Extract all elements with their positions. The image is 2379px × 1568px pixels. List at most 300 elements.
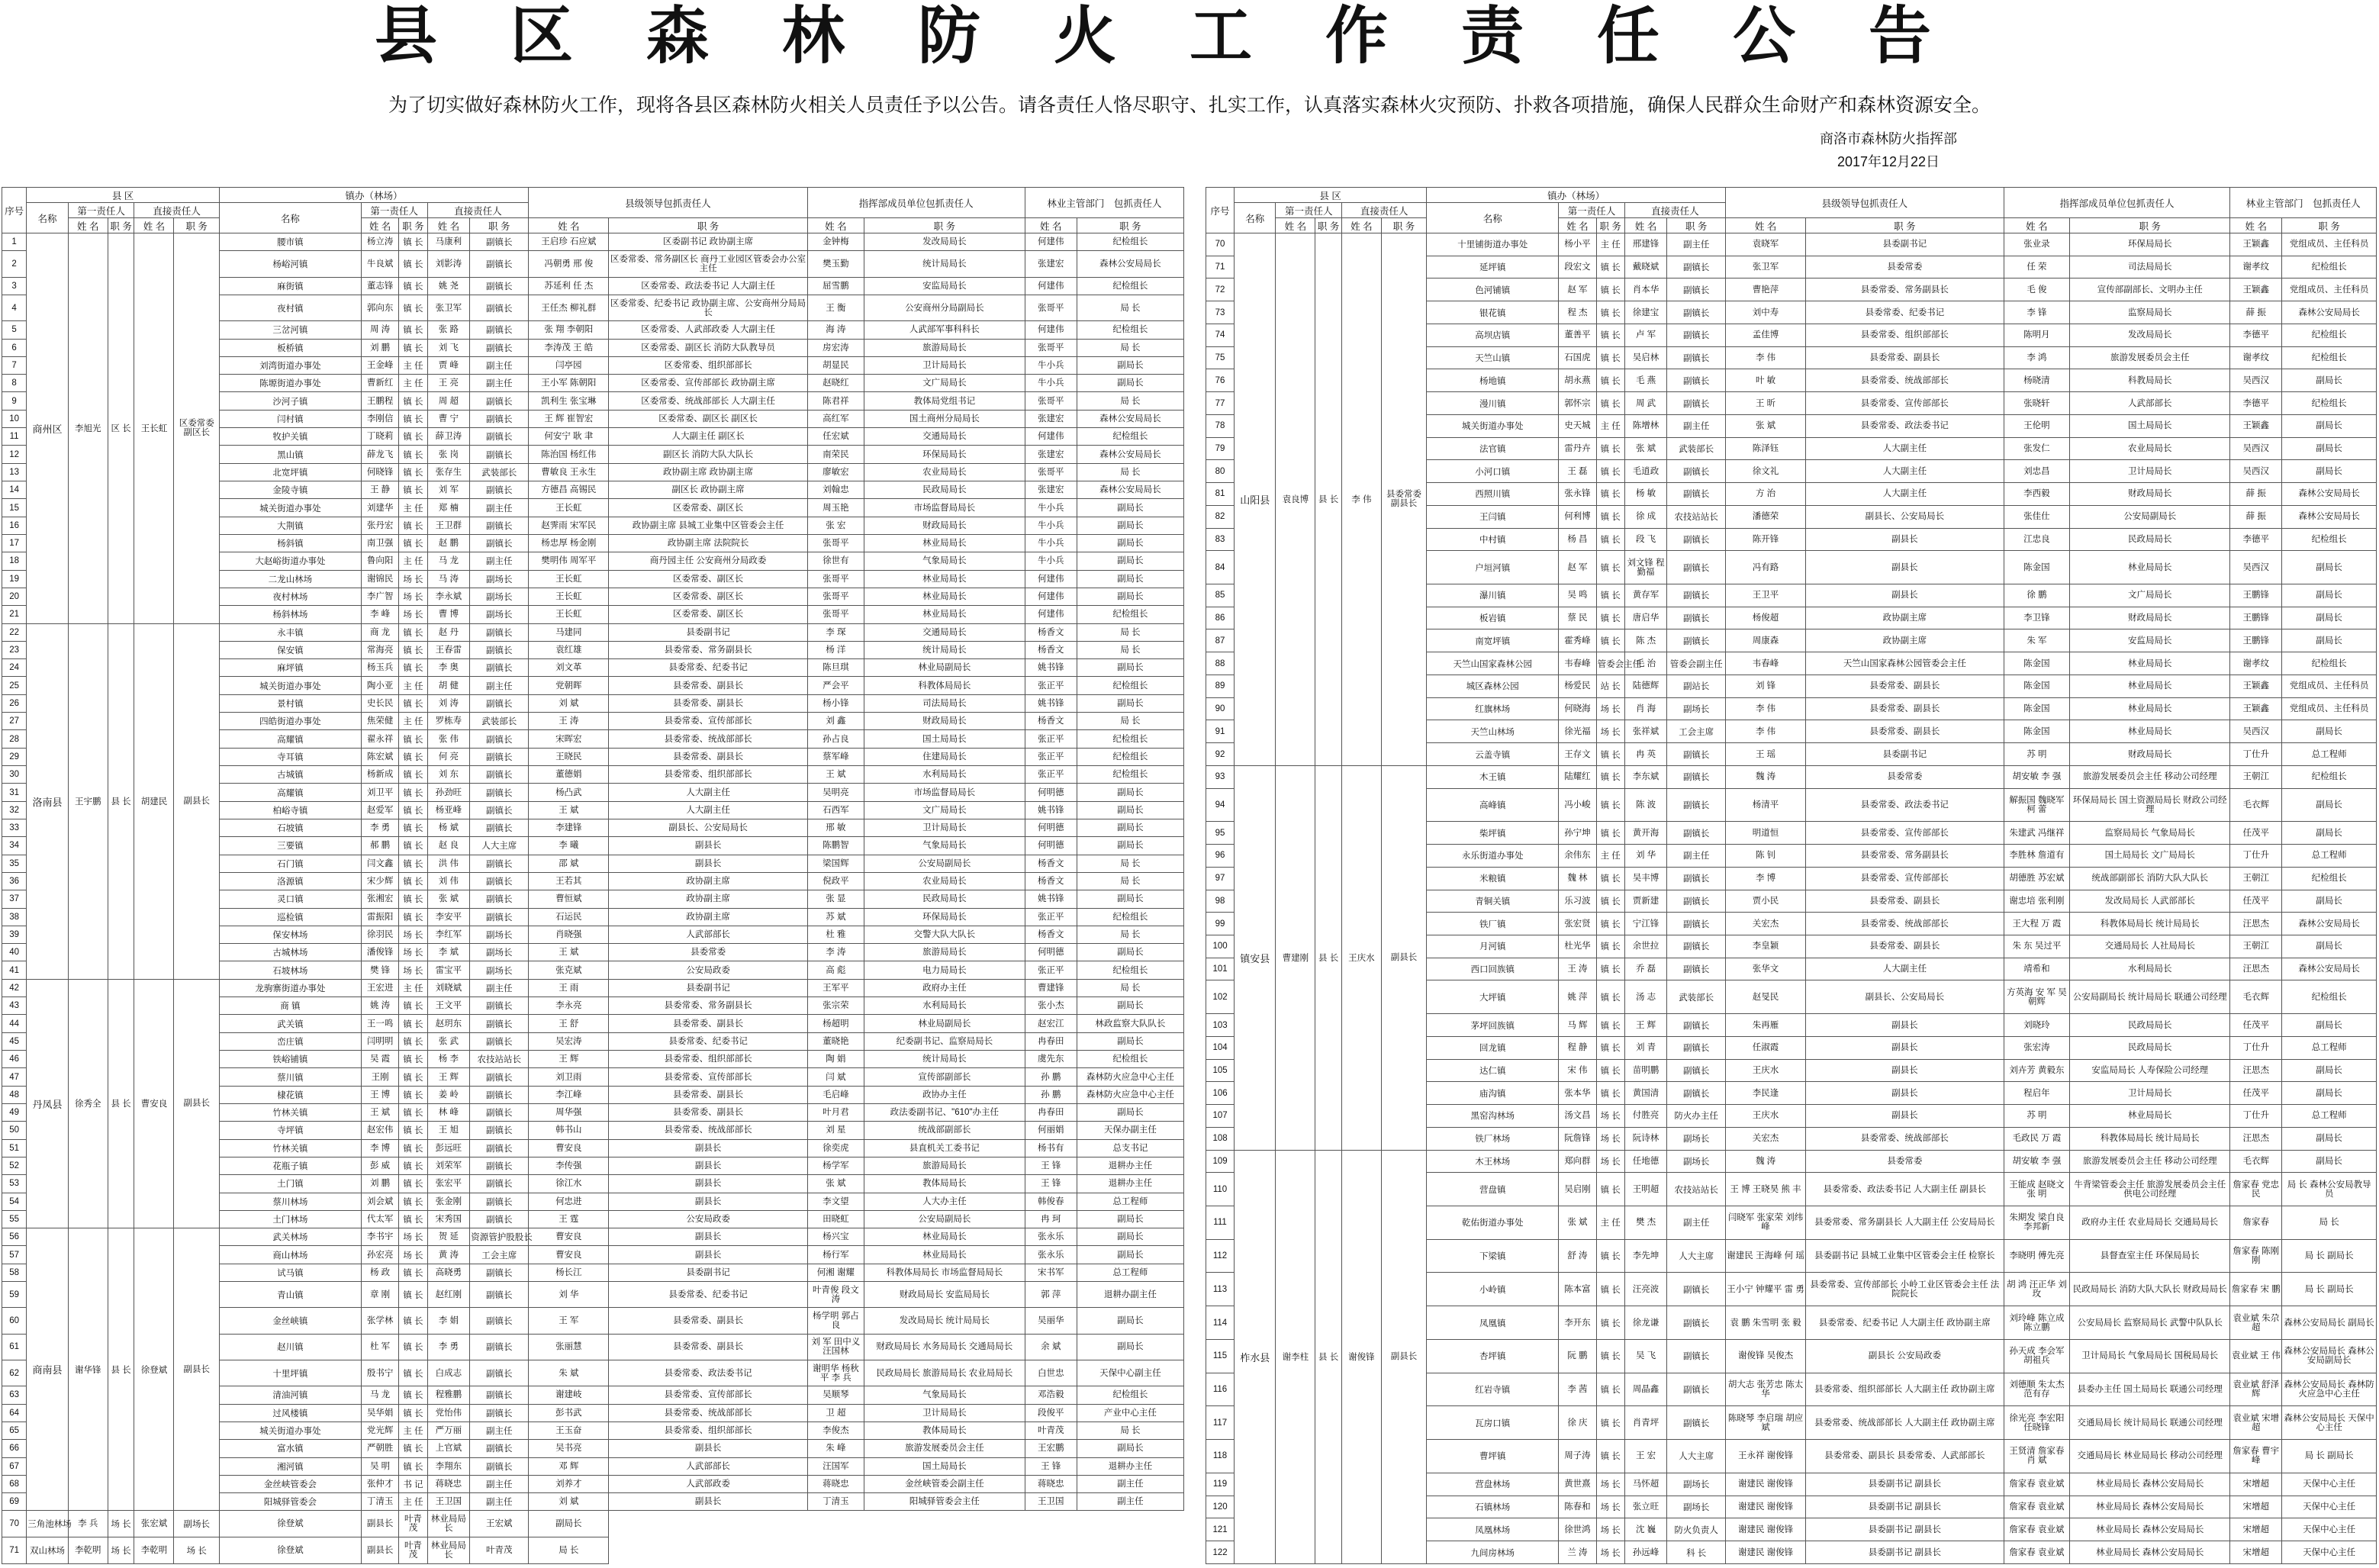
town-first-resp-name: 乐习波 <box>1559 890 1596 913</box>
town-direct-resp-name: 张宏斌 <box>134 1511 174 1537</box>
forestry-post: 纪检组长 <box>1077 766 1183 784</box>
forestry-post: 副局长 <box>1077 1308 1183 1334</box>
town-name: 高耀镇 <box>219 730 361 748</box>
leader-post: 副县长 <box>609 1157 807 1174</box>
town-first-resp-post: 镇 长 <box>399 339 427 356</box>
forestry-name: 张哥平 <box>1025 295 1077 320</box>
leader-name: 王 雨 <box>529 979 609 997</box>
forestry-name: 吴丽华 <box>1025 1308 1077 1334</box>
forestry-name: 杨香文 <box>1025 623 1077 641</box>
member-unit-post: 人武部部长 <box>2070 392 2230 415</box>
town-direct-resp-post: 副镇长 <box>470 1193 529 1210</box>
member-unit-name: 孙占良 <box>807 730 864 748</box>
county-direct-resp-post: 区委常委副区长 <box>174 233 219 624</box>
row-number: 111 <box>1206 1206 1235 1240</box>
town-direct-resp-name: 王春雷 <box>427 641 470 658</box>
town-name: 杨地镇 <box>1427 369 1559 392</box>
forestry-post: 副局长 <box>2282 369 2377 392</box>
leader-name: 张克斌 <box>529 961 609 979</box>
left-roster-panel <box>2 187 1184 1564</box>
town-direct-resp-name: 李东斌 <box>1624 765 1667 788</box>
member-unit-name: 徐世有 <box>807 552 864 570</box>
forestry-post: 纪检组长 <box>1077 1386 1183 1404</box>
town-first-resp-post: 镇 长 <box>399 730 427 748</box>
town-first-resp-name: 周 涛 <box>361 321 399 339</box>
member-unit-post: 林业局局长 森林公安局局长 <box>2070 1541 2230 1564</box>
row-number: 115 <box>1206 1339 1235 1373</box>
town-name: 土门林场 <box>219 1210 361 1228</box>
forestry-name: 汪思杰 <box>2230 958 2282 980</box>
town-direct-resp-post: 副镇长 <box>470 251 529 277</box>
forestry-name: 李德平 <box>2230 324 2282 346</box>
member-unit-post: 水利局局长 <box>864 766 1025 784</box>
town-name: 月河镇 <box>1427 935 1559 958</box>
row-number: 95 <box>1206 822 1235 845</box>
row-number: 75 <box>1206 346 1235 369</box>
leader-name: 王 霆 <box>529 1210 609 1228</box>
row-number: 52 <box>2 1157 27 1174</box>
town-direct-resp-post: 副镇长 <box>470 1360 529 1386</box>
town-first-resp-post: 镇 长 <box>1596 528 1624 551</box>
leader-post: 区委常委、副区长 消防大队教导员 <box>609 339 807 356</box>
forestry-post: 森林公安局局长 <box>2282 958 2377 980</box>
member-unit-name: 邢 敏 <box>807 819 864 836</box>
forestry-post: 局 长 副局长 <box>2282 1440 2377 1473</box>
forestry-name: 谢孝纹 <box>2230 346 2282 369</box>
member-unit-post: 卫计局局长 气象局局长 国税局局长 <box>2070 1339 2230 1373</box>
leader-name: 王任杰 柳礼群 <box>529 295 609 320</box>
town-first-resp-name: 吴 明 <box>361 1457 399 1475</box>
town-first-resp-name: 王鹏程 <box>361 392 399 410</box>
member-unit-post: 科教局局长 <box>2070 369 2230 392</box>
town-name: 庙沟镇 <box>1427 1082 1559 1105</box>
leader-name: 张丽慧 <box>529 1334 609 1360</box>
member-unit-name: 詹家春 袁业斌 <box>2004 1473 2070 1496</box>
town-direct-resp-post: 副镇长 <box>470 1122 529 1139</box>
town-name: 红旗林场 <box>1427 697 1559 720</box>
member-unit-post: 林业局局长 <box>2070 697 2230 720</box>
forestry-name: 宋增超 <box>2230 1473 2282 1496</box>
town-first-resp-post: 主 任 <box>399 677 427 694</box>
member-unit-post: 林业局局长 森林公安局局长 <box>2070 1473 2230 1496</box>
member-unit-name: 张佳仕 <box>2004 505 2070 528</box>
town-first-resp-post: 镇 长 <box>1596 1306 1624 1340</box>
member-unit-post: 宣传部副部长、文明办主任 <box>2070 279 2230 301</box>
town-direct-resp-name: 陆德辉 <box>1624 675 1667 697</box>
town-direct-resp-post: 副镇长 <box>470 1032 529 1050</box>
forestry-name: 赵宏江 <box>1025 1015 1077 1032</box>
town-first-resp-name: 霍秀峰 <box>1559 629 1596 652</box>
town-direct-resp-post: 副镇长 <box>470 659 529 677</box>
town-direct-resp-name: 陈 杰 <box>1624 629 1667 652</box>
member-unit-name: 李西毅 <box>2004 483 2070 506</box>
row-number: 31 <box>2 784 27 801</box>
forestry-name: 汪思杰 <box>2230 1127 2282 1150</box>
post-header: 职 务 <box>470 218 529 233</box>
town-direct-resp-name: 刘影涛 <box>427 251 470 277</box>
town-first-resp-post: 镇 长 <box>399 1308 427 1334</box>
leader-post: 副县长、公安局局长 <box>1806 505 2004 528</box>
member-unit-post: 财政局局长 水务局局长 交通局局长 <box>864 1334 1025 1360</box>
leader-name: 王小宁 钟耀平 雷 勇 <box>1726 1273 1806 1306</box>
post-header: 职 务 <box>399 218 427 233</box>
member-unit-post: 民政局局长 <box>2070 1014 2230 1037</box>
town-first-resp-name: 牛良斌 <box>361 251 399 277</box>
leader-post: 人武部部长 <box>609 926 807 943</box>
town-first-resp-name: 石国虎 <box>1559 346 1596 369</box>
row-number: 61 <box>2 1334 27 1360</box>
leader-post: 副县长 <box>1806 1082 2004 1105</box>
forestry-post: 退耕办主任 <box>1077 1457 1183 1475</box>
town-name: 西口回族镇 <box>1427 958 1559 980</box>
member-unit-name: 朱 军 <box>2004 629 2070 652</box>
row-number: 35 <box>2 855 27 872</box>
leader-name: 吴宏涛 <box>529 1032 609 1050</box>
forestry-name: 吴西汉 <box>2230 720 2282 743</box>
leader-name: 王长虹 <box>529 499 609 517</box>
leader-name: 刘 斌 <box>529 1493 609 1511</box>
town-first-resp-post: 镇 长 <box>399 1264 427 1281</box>
town-first-resp-name: 宋 伟 <box>1559 1059 1596 1082</box>
row-number: 41 <box>2 961 27 979</box>
name-header: 姓 名 <box>529 218 609 233</box>
leader-name: 韩书山 <box>529 1122 609 1139</box>
forestry-post: 局 长 <box>1077 855 1183 872</box>
forestry-name: 余 斌 <box>1025 1334 1077 1360</box>
town-direct-resp-post: 副镇长 <box>470 1457 529 1475</box>
town-direct-resp-post: 副场长 <box>1667 1496 1726 1518</box>
forestry-post: 森林公安局局长 <box>1077 251 1183 277</box>
leader-post: 县委常委、宣传部部长 <box>609 1386 807 1404</box>
member-unit-post: 交通局局长 林业局局长 移动公司经理 <box>2070 1440 2230 1473</box>
town-direct-resp-name: 余世拉 <box>1624 935 1667 958</box>
leader-post: 副县长 <box>609 837 807 855</box>
forestry-name: 杨香文 <box>1025 855 1077 872</box>
town-direct-resp-name: 王文平 <box>427 997 470 1015</box>
member-unit-name: 张晓轩 <box>2004 392 2070 415</box>
forestry-name: 杨香文 <box>1025 926 1077 943</box>
town-first-resp-header: 第一责任人 <box>1559 203 1625 218</box>
leader-name: 王卫平 <box>1726 584 1806 607</box>
member-unit-post: 气象局局长 <box>864 1386 1025 1404</box>
forestry-post: 纪检组长 <box>1077 321 1183 339</box>
town-name: 小岭镇 <box>1427 1273 1559 1306</box>
town-first-resp-post: 镇 长 <box>399 1015 427 1032</box>
name-header: 姓 名 <box>427 218 470 233</box>
town-direct-resp-name: 高晓勇 <box>427 1264 470 1281</box>
member-unit-post: 旅游局局长 <box>864 1157 1025 1174</box>
town-direct-resp-name: 张金刚 <box>427 1193 470 1210</box>
town-name: 色河铺镇 <box>1427 279 1559 301</box>
member-unit-name: 叶青茂 <box>399 1511 427 1537</box>
leader-post: 县委常委、宣传部部长 <box>1806 822 2004 845</box>
forestry-name: 丁仕升 <box>2230 1036 2282 1059</box>
leader-post: 副县长 <box>609 1175 807 1193</box>
leader-post: 商丹园主任 公安商州分局政委 <box>609 552 807 570</box>
member-unit-name: 丁清玉 <box>807 1493 864 1511</box>
town-first-resp-name: 赵爱军 <box>361 801 399 819</box>
leader-name: 王永祥 谢俊锋 <box>1726 1440 1806 1473</box>
forestry-name: 任茂平 <box>2230 1014 2282 1037</box>
row-number: 90 <box>1206 697 1235 720</box>
forestry-post: 副局长 <box>2282 629 2377 652</box>
forestry-name: 张小杰 <box>1025 997 1077 1015</box>
town-direct-resp-post: 副场长 <box>470 944 529 961</box>
member-unit-post: 财政局局长 <box>2070 743 2230 766</box>
member-unit-post: 交通局局长 <box>864 428 1025 446</box>
town-name: 红岩寺镇 <box>1427 1373 1559 1406</box>
town-first-resp-name: 郝 鹏 <box>361 837 399 855</box>
member-unit-post: 交通局局长 统计局局长 联通公司经理 <box>2070 1406 2230 1440</box>
leader-post: 副县长 <box>1806 1105 2004 1128</box>
town-name: 武关林场 <box>219 1228 361 1246</box>
leader-name: 徐江水 <box>529 1175 609 1193</box>
town-first-resp-post: 镇 长 <box>1596 1014 1624 1037</box>
leader-post: 政协副主席 <box>609 872 807 890</box>
town-name: 商山林场 <box>219 1246 361 1264</box>
leader-name: 闫亭园 <box>529 356 609 374</box>
town-first-resp-name: 史天城 <box>1559 414 1596 437</box>
town-name: 武关镇 <box>219 1015 361 1032</box>
town-first-resp-post: 镇 长 <box>1596 607 1624 629</box>
town-direct-resp-name: 雷宝平 <box>427 961 470 979</box>
member-unit-name: 刘玲峰 陈立成 陈立鹏 <box>2004 1306 2070 1340</box>
forestry-name: 张永乐 <box>1025 1228 1077 1246</box>
leader-name: 张 斌 <box>1726 414 1806 437</box>
row-number: 68 <box>2 1475 27 1492</box>
leader-name: 凯利生 张宝琳 <box>529 392 609 410</box>
town-direct-resp-name: 周 超 <box>427 392 470 410</box>
leader-name: 樊明伟 周军平 <box>529 552 609 570</box>
town-direct-resp-name: 程雅鹏 <box>427 1386 470 1404</box>
town-first-resp-post: 镇 长 <box>1596 1173 1624 1206</box>
row-number: 120 <box>1206 1496 1235 1518</box>
town-name: 城区森林公园 <box>1427 675 1559 697</box>
town-first-resp-name: 蔡 民 <box>1559 607 1596 629</box>
leader-name: 王小军 陈朝阳 <box>529 375 609 392</box>
leader-name: 谢建民 王海峰 何 瑶 <box>1726 1239 1806 1273</box>
member-unit-name: 陈金国 <box>2004 652 2070 675</box>
member-unit-name: 孙天成 李会军 胡祖兵 <box>2004 1339 2070 1373</box>
forestry-post: 总工程师 <box>2282 845 2377 868</box>
issuer: 商洛市森林防火指挥部 <box>1820 131 1957 146</box>
leader-post: 副县长 <box>361 1537 399 1563</box>
member-unit-name: 王 衡 <box>807 295 864 320</box>
town-direct-resp-post: 副镇长 <box>1667 1082 1726 1105</box>
forestry-post: 总工程师 <box>2282 1036 2377 1059</box>
member-unit-post: 林业局局长 <box>864 534 1025 552</box>
row-number: 34 <box>2 837 27 855</box>
county-first-resp-post: 县 长 <box>1315 1150 1342 1563</box>
town-direct-resp-name: 刘 华 <box>1624 845 1667 868</box>
leader-post: 区委常委、宣传部部长 政协副主席 <box>609 375 807 392</box>
member-unit-name: 胡德胜 苏宏斌 <box>2004 867 2070 890</box>
member-unit-name: 王 斌 <box>807 766 864 784</box>
leader-post: 副县长 <box>1806 528 2004 551</box>
row-number: 55 <box>2 1210 27 1228</box>
member-unit-post: 文广局局长 <box>864 801 1025 819</box>
member-unit-name: 任宏斌 <box>807 428 864 446</box>
leader-name: 王 斌 <box>529 801 609 819</box>
leader-post: 副县长 <box>1806 551 2004 584</box>
forestry-name: 王宏斌 <box>470 1511 529 1537</box>
town-direct-resp-post: 副主任 <box>1667 233 1726 256</box>
town-direct-resp-post: 副镇长 <box>1667 958 1726 980</box>
town-first-resp-post: 镇 长 <box>1596 460 1624 483</box>
town-first-resp-post: 镇 长 <box>1596 505 1624 528</box>
forestry-name: 杨香文 <box>1025 641 1077 658</box>
forestry-post: 森林公安局局长 森林公安局副局长 <box>2282 1339 2377 1373</box>
member-unit-post: 市场监督局局长 <box>864 499 1025 517</box>
town-first-resp-name: 王 静 <box>361 481 399 499</box>
row-number: 9 <box>2 392 27 410</box>
post-header: 职 务 <box>1596 218 1624 233</box>
town-first-resp-post: 镇 长 <box>399 1068 427 1086</box>
forestry-post: 森林公安局局长 <box>2282 505 2377 528</box>
member-unit-name: 汪国军 <box>807 1457 864 1475</box>
town-direct-resp-post: 副镇长 <box>470 997 529 1015</box>
post-header: 职 务 <box>1077 218 1183 233</box>
county-direct-resp-post: 副县长 <box>174 623 219 979</box>
forestry-name: 何建伟 <box>1025 606 1077 623</box>
town-first-resp-name: 冯小峻 <box>1559 788 1596 822</box>
town-first-resp-post: 镇 长 <box>399 1122 427 1139</box>
member-unit-post: 发改局局长 统计局局长 <box>864 1308 1025 1334</box>
post-header: 职 务 <box>2282 218 2377 233</box>
county-name-header: 名称 <box>27 203 69 233</box>
town-direct-resp-name: 刘 军 <box>427 481 470 499</box>
row-number: 14 <box>2 481 27 499</box>
forestry-name: 何建伟 <box>1025 570 1077 588</box>
town-first-resp-name: 何晓锋 <box>361 463 399 481</box>
leader-post: 县委常委、统战部部长 <box>1806 1127 2004 1150</box>
town-first-resp-post: 镇 长 <box>1596 629 1624 652</box>
forestry-post: 副局长 <box>1077 819 1183 836</box>
town-direct-resp-name: 李永斌 <box>427 588 470 605</box>
leader-name: 周华强 <box>529 1103 609 1121</box>
town-first-resp-name: 阮 鹏 <box>1559 1339 1596 1373</box>
forestry-post: 党组成员、主任科员 <box>2282 697 2377 720</box>
row-number: 117 <box>1206 1406 1235 1440</box>
leader-name: 曹艳萍 <box>1726 279 1806 301</box>
member-unit-name: 李 涛 <box>807 944 864 961</box>
forestry-name: 王颖鑫 <box>2230 279 2282 301</box>
leader-name: 谢建民 谢俊锋 <box>1726 1473 1806 1496</box>
row-number: 17 <box>2 534 27 552</box>
town-name: 古城镇 <box>219 766 361 784</box>
forestry-name: 冉春田 <box>1025 1103 1077 1121</box>
row-number: 20 <box>2 588 27 605</box>
member-unit-name: 张哥平 <box>807 534 864 552</box>
town-direct-resp-name: 曹 博 <box>427 606 470 623</box>
row-number: 27 <box>2 713 27 730</box>
member-unit-post: 林业局局长 <box>2070 551 2230 584</box>
forestry-post: 副局长 <box>2282 1127 2377 1150</box>
forestry-name: 李德平 <box>2230 528 2282 551</box>
town-name: 二龙山林场 <box>219 570 361 588</box>
member-unit-name: 杜 雅 <box>807 926 864 943</box>
member-unit-name: 高 彪 <box>807 961 864 979</box>
row-number: 93 <box>1206 765 1235 788</box>
town-direct-resp-name: 马 龙 <box>427 552 470 570</box>
town-direct-resp-post: 副镇长 <box>1667 301 1726 324</box>
town-first-resp-post: 镇 长 <box>399 1193 427 1210</box>
county-group-header: 县 区 <box>1235 188 1427 203</box>
member-unit-name: 解振国 魏晓军 柯 蕾 <box>2004 788 2070 822</box>
leader-post: 副县长 <box>609 1493 807 1511</box>
town-first-resp-name: 张学林 <box>361 1308 399 1334</box>
town-name: 铁厂林场 <box>1427 1127 1559 1150</box>
leader-name: 叶 敏 <box>1726 369 1806 392</box>
town-direct-resp-name: 党怡伟 <box>427 1404 470 1422</box>
town-name: 腰市镇 <box>219 233 361 251</box>
forestry-name: 宋书军 <box>1025 1264 1077 1281</box>
member-unit-post: 科教体局局长 统计局局长 <box>2070 1127 2230 1150</box>
town-first-resp-post: 镇 长 <box>399 641 427 658</box>
town-first-resp-post: 场 长 <box>1596 1496 1624 1518</box>
table-row <box>2 979 1184 997</box>
post-header: 职 务 <box>609 218 807 233</box>
member-unit-name: 刘忠昌 <box>2004 460 2070 483</box>
forestry-post: 局 长 副局长 <box>2282 1273 2377 1306</box>
leader-post: 副区长 政协副主席 <box>609 481 807 499</box>
forestry-name: 谢孝纹 <box>2230 256 2282 279</box>
member-unit-name: 苏 斌 <box>807 908 864 926</box>
town-first-resp-name: 丁清玉 <box>361 1493 399 1511</box>
town-name: 漫川镇 <box>1427 392 1559 415</box>
forestry-post: 纪检组长 <box>2282 324 2377 346</box>
leader-name: 王 辉 <box>529 1051 609 1068</box>
forestry-post: 副局长 <box>1077 1228 1183 1246</box>
leader-name: 陈治国 杨红伟 <box>529 446 609 463</box>
forestry-name: 郭 萍 <box>1025 1282 1077 1308</box>
member-unit-post: 环保局局长 国土资源局局长 财政公司经理 <box>2070 788 2230 822</box>
member-unit-post: 文广局局长 <box>864 375 1025 392</box>
county-direct-resp-name: 徐登斌 <box>134 1228 174 1511</box>
town-first-resp-post: 镇 长 <box>399 463 427 481</box>
town-first-resp-post: 镇 长 <box>399 1404 427 1422</box>
leader-name: 王 军 <box>529 1308 609 1334</box>
forestry-name: 姚书锋 <box>1025 890 1077 908</box>
town-name: 石镇林场 <box>1427 1496 1559 1518</box>
row-number: 16 <box>2 517 27 534</box>
member-unit-post: 林业局局长 森林公安局局长 <box>2070 1496 2230 1518</box>
row-number: 25 <box>2 677 27 694</box>
forestry-post: 副局长 <box>1077 499 1183 517</box>
leader-post: 县委常委、统战部部长 <box>609 1404 807 1422</box>
town-first-resp-name: 李 茜 <box>1559 1373 1596 1406</box>
town-first-resp-name: 陶小亚 <box>361 677 399 694</box>
leader-post: 副县长 <box>1806 1014 2004 1037</box>
town-direct-resp-post: 副场长 <box>470 606 529 623</box>
town-first-resp-post: 场 长 <box>1596 1518 1624 1541</box>
forestry-post: 总工程师 <box>1077 1264 1183 1281</box>
town-direct-resp-post: 副镇长 <box>1667 607 1726 629</box>
leader-post: 区委常委、副区长 副区长 <box>609 410 807 427</box>
town-first-resp-post: 镇 长 <box>399 623 427 641</box>
row-number: 53 <box>2 1175 27 1193</box>
leader-name: 曹安良 <box>529 1246 609 1264</box>
town-first-resp-post: 主 任 <box>1596 233 1624 256</box>
town-direct-resp-name: 张存生 <box>427 463 470 481</box>
town-direct-resp-name: 洪 伟 <box>427 855 470 872</box>
forestry-name: 王 锋 <box>1025 1175 1077 1193</box>
county-direct-resp-post: 副县长 <box>1381 765 1426 1150</box>
member-unit-group-header: 指挥部成员单位包抓责任人 <box>807 188 1025 218</box>
town-direct-resp-name: 张立旺 <box>1624 1496 1667 1518</box>
town-first-resp-name: 刘建华 <box>361 499 399 517</box>
town-direct-resp-name: 李 娟 <box>427 1308 470 1334</box>
